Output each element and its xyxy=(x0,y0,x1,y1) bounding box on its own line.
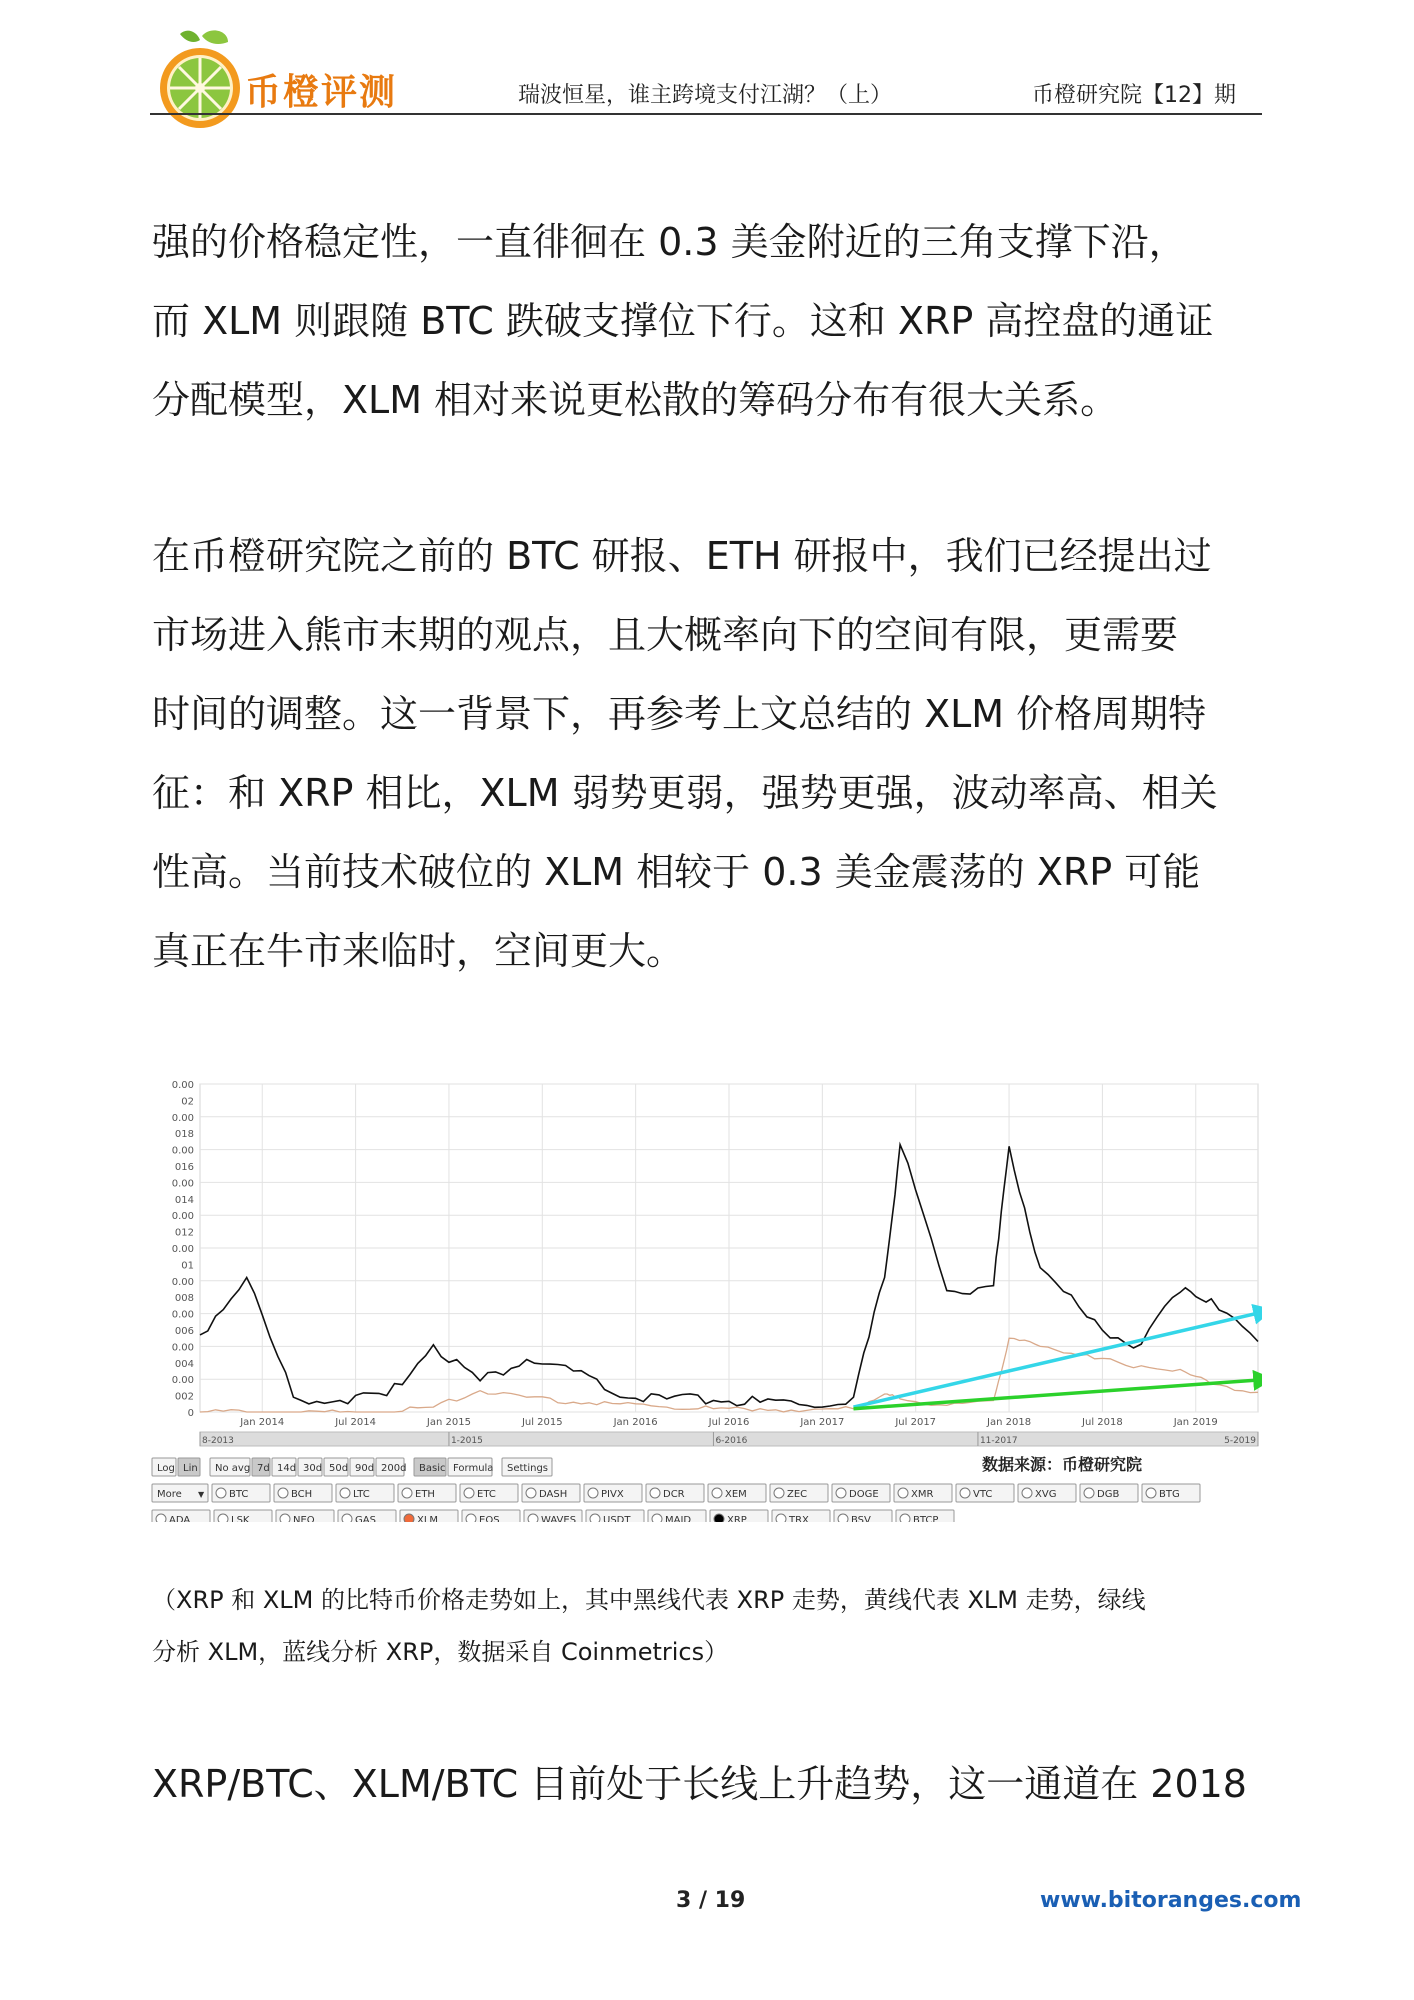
text-line: 征：和 XRP 相比，XLM 弱势更弱，强势更强，波动率高、相关 xyxy=(152,771,1218,815)
button-label: Formula xyxy=(453,1463,494,1474)
radio-icon xyxy=(156,1514,166,1522)
radio-icon xyxy=(1084,1488,1094,1498)
control-button[interactable] xyxy=(272,1458,296,1476)
page-number: 3 / 19 xyxy=(676,1888,746,1913)
control-button[interactable] xyxy=(522,1484,580,1502)
x-tick-label: Jan 2015 xyxy=(426,1417,471,1428)
range-label: 1-2015 xyxy=(450,1436,483,1446)
control-button[interactable] xyxy=(376,1458,406,1476)
control-button[interactable] xyxy=(152,1458,176,1476)
radio-icon xyxy=(1146,1488,1156,1498)
control-button[interactable] xyxy=(584,1484,642,1502)
button-label: NEO xyxy=(293,1515,315,1522)
y-tick-label: 02 xyxy=(181,1096,194,1108)
y-tick-label: 0.00 xyxy=(171,1080,194,1091)
radio-icon xyxy=(466,1514,476,1522)
y-tick-label: 01 xyxy=(181,1260,194,1272)
button-label: MAID xyxy=(665,1515,692,1522)
text-line: 强的价格稳定性，一直徘徊在 0.3 美金附近的三角支撑下沿， xyxy=(152,220,1187,264)
control-button[interactable] xyxy=(646,1484,704,1502)
control-button[interactable] xyxy=(896,1510,954,1522)
control-button[interactable] xyxy=(324,1458,348,1476)
y-tick-label: 0.00 xyxy=(171,1112,194,1124)
button-label: PIVX xyxy=(601,1489,624,1500)
control-button[interactable] xyxy=(212,1484,270,1502)
radio-icon xyxy=(838,1514,848,1522)
y-tick-label: 0.00 xyxy=(171,1211,194,1223)
radio-icon xyxy=(218,1514,228,1522)
text-line: 而 XLM 则跟随 BTC 跌破支撑位下行。这和 XRP 高控盘的通证 xyxy=(152,299,1214,343)
range-label: 6-2016 xyxy=(715,1436,748,1446)
button-label: GAS xyxy=(355,1515,376,1522)
control-button[interactable] xyxy=(152,1484,208,1502)
control-button[interactable] xyxy=(708,1484,766,1502)
button-label: DGB xyxy=(1097,1489,1120,1500)
radio-icon xyxy=(650,1488,660,1498)
radio-icon xyxy=(774,1488,784,1498)
button-label: XRP xyxy=(727,1515,747,1522)
button-label: LSK xyxy=(231,1515,250,1522)
control-button[interactable] xyxy=(648,1510,706,1522)
button-label: DASH xyxy=(539,1489,568,1500)
button-label: XEM xyxy=(725,1489,747,1500)
control-button[interactable] xyxy=(832,1484,890,1502)
radio-icon xyxy=(526,1488,536,1498)
website-link[interactable]: www.bitoranges.com xyxy=(1040,1888,1302,1913)
button-label: Log xyxy=(157,1463,175,1474)
radio-icon xyxy=(652,1514,662,1522)
radio-icon xyxy=(960,1488,970,1498)
radio-icon xyxy=(404,1514,414,1522)
x-tick-label: Jul 2015 xyxy=(521,1417,563,1428)
range-selector[interactable] xyxy=(200,1432,1258,1446)
control-button[interactable] xyxy=(770,1484,828,1502)
button-label: VTC xyxy=(973,1489,993,1500)
y-tick-label: 0.00 xyxy=(171,1178,194,1190)
y-tick-label: 006 xyxy=(174,1326,194,1337)
x-tick-label: Jul 2014 xyxy=(335,1417,376,1428)
radio-icon xyxy=(216,1488,226,1498)
button-label: BSV xyxy=(851,1515,871,1522)
button-label: Settings xyxy=(507,1463,549,1474)
x-tick-label: Jan 2016 xyxy=(613,1417,658,1428)
button-label: ETC xyxy=(477,1489,496,1500)
x-axis-ticks xyxy=(239,1417,1218,1428)
radio-icon xyxy=(836,1488,846,1498)
button-label: XLM xyxy=(417,1515,439,1522)
button-label: XMR xyxy=(911,1489,934,1500)
control-button[interactable] xyxy=(298,1458,322,1476)
x-tick-label: Jan 2014 xyxy=(240,1417,285,1428)
control-button[interactable] xyxy=(152,1510,210,1522)
caption-line: 分析 XLM，蓝线分析 XRP，数据采自 Coinmetrics） xyxy=(152,1638,729,1666)
radio-icon xyxy=(712,1488,722,1498)
control-button[interactable] xyxy=(448,1458,493,1476)
header-divider xyxy=(150,113,1262,115)
y-tick-label: 0.00 xyxy=(171,1244,194,1255)
radio-icon xyxy=(588,1488,598,1498)
radio-icon xyxy=(342,1514,352,1522)
radio-icon xyxy=(464,1488,474,1498)
radio-icon xyxy=(776,1514,786,1522)
y-tick-label: 012 xyxy=(174,1227,194,1239)
text-line: 性高。当前技术破位的 XLM 相较于 0.3 美金震荡的 XRP 可能 xyxy=(152,850,1201,894)
button-label: 7d xyxy=(257,1463,270,1474)
control-button[interactable] xyxy=(400,1510,458,1522)
y-tick-label: 0.00 xyxy=(171,1276,194,1288)
radio-icon xyxy=(278,1488,288,1498)
button-label: More xyxy=(157,1489,182,1500)
button-label: ADA xyxy=(169,1515,191,1522)
button-label: 30d xyxy=(303,1463,323,1474)
button-label: 90d xyxy=(355,1463,375,1474)
button-label: 50d xyxy=(329,1463,349,1474)
button-label: LTC xyxy=(353,1489,370,1500)
chart-caption xyxy=(152,1574,1262,1678)
button-label: 14d xyxy=(277,1463,297,1474)
control-button[interactable] xyxy=(524,1510,582,1522)
button-label: XVG xyxy=(1035,1489,1057,1500)
x-tick-label: Jan 2018 xyxy=(987,1417,1032,1428)
text-line: 分配模型，XLM 相对来说更松散的筹码分布有很大关系。 xyxy=(152,378,1119,422)
data-source-label: 数据来源：币橙研究院 xyxy=(981,1455,1143,1474)
y-tick-label: 018 xyxy=(174,1129,194,1141)
range-label: 5-2019 xyxy=(1224,1436,1256,1446)
issue-number: 币橙研究院【12】期 xyxy=(1032,83,1236,108)
paragraph-1 xyxy=(152,203,1262,440)
button-label: BCH xyxy=(291,1489,313,1500)
chevron-down-icon: ▼ xyxy=(198,1490,205,1499)
button-label: WAVES xyxy=(541,1515,577,1522)
document-title: 瑞波恒星，谁主跨境支付江湖？（上） xyxy=(518,83,893,108)
y-tick-label: 0 xyxy=(187,1408,194,1419)
x-tick-label: Jan 2017 xyxy=(800,1417,845,1428)
button-label: TRX xyxy=(789,1515,809,1522)
radio-icon xyxy=(402,1488,412,1498)
price-chart xyxy=(150,1072,1262,1522)
x-tick-label: Jul 2018 xyxy=(1082,1417,1123,1428)
button-label: ETH xyxy=(415,1489,435,1500)
control-button[interactable] xyxy=(338,1510,396,1522)
control-button[interactable] xyxy=(894,1484,952,1502)
button-label: BTC xyxy=(229,1489,249,1500)
button-label: DCR xyxy=(663,1489,685,1500)
button-label: USDT xyxy=(603,1515,631,1522)
control-button[interactable] xyxy=(350,1458,374,1476)
button-label: ZEC xyxy=(787,1489,808,1500)
chart-grid xyxy=(200,1084,1258,1412)
paragraph-3 xyxy=(152,1745,1262,1824)
button-label: No avg xyxy=(215,1463,251,1474)
y-tick-label: 014 xyxy=(174,1194,194,1206)
text-line: 时间的调整。这一背景下，再参考上文总结的 XLM 价格周期特 xyxy=(152,692,1207,736)
control-button[interactable] xyxy=(710,1510,768,1522)
y-tick-label: 0.00 xyxy=(171,1375,194,1387)
button-label: Lin xyxy=(183,1463,198,1474)
button-label: Basic xyxy=(419,1463,446,1474)
control-button[interactable] xyxy=(274,1484,332,1502)
y-tick-label: 0.00 xyxy=(171,1309,194,1321)
control-button[interactable] xyxy=(398,1484,456,1502)
button-label: BTCP xyxy=(913,1515,939,1522)
control-button[interactable] xyxy=(1142,1484,1200,1502)
radio-icon xyxy=(528,1514,538,1522)
text-line: 市场进入熊市末期的观点，且大概率向下的空间有限，更需要 xyxy=(152,613,1179,657)
control-button[interactable] xyxy=(834,1510,892,1522)
button-label: BTG xyxy=(1159,1489,1180,1500)
control-button[interactable] xyxy=(178,1458,200,1476)
radio-icon xyxy=(900,1514,910,1522)
y-tick-label: 0.00 xyxy=(171,1145,194,1157)
y-tick-label: 008 xyxy=(174,1293,194,1305)
control-button[interactable] xyxy=(502,1458,552,1476)
paragraph-2 xyxy=(152,517,1262,991)
radio-icon xyxy=(1022,1488,1032,1498)
button-label: EOS xyxy=(479,1515,500,1522)
radio-icon xyxy=(714,1514,724,1522)
button-label: 200d xyxy=(381,1463,407,1474)
button-label: DOGE xyxy=(849,1489,879,1500)
x-tick-label: Jul 2016 xyxy=(708,1417,750,1428)
control-button[interactable] xyxy=(276,1510,334,1522)
control-button[interactable] xyxy=(586,1510,644,1522)
control-button[interactable] xyxy=(460,1484,518,1502)
control-button[interactable] xyxy=(772,1510,830,1522)
radio-icon xyxy=(590,1514,600,1522)
control-button[interactable] xyxy=(252,1458,270,1476)
radio-icon xyxy=(340,1488,350,1498)
control-button[interactable] xyxy=(956,1484,1014,1502)
y-tick-label: 0.00 xyxy=(171,1342,194,1354)
y-tick-label: 004 xyxy=(174,1358,194,1370)
range-label: 8-2013 xyxy=(202,1436,234,1446)
brand-name: 币橙评测 xyxy=(245,72,398,113)
text-line: 真正在牛市来临时，空间更大。 xyxy=(152,929,685,973)
y-tick-label: 002 xyxy=(174,1391,194,1403)
text-line: XRP/BTC、XLM/BTC 目前处于长线上升趋势，这一通道在 2018 xyxy=(152,1762,1247,1806)
text-line: 在币橙研究院之前的 BTC 研报、ETH 研报中，我们已经提出过 xyxy=(152,534,1212,578)
x-tick-label: Jan 2019 xyxy=(1173,1417,1218,1428)
caption-line: （XRP 和 XLM 的比特币价格走势如上，其中黑线代表 XRP 走势，黄线代表 XLM 走势，绿线 xyxy=(152,1586,1146,1614)
control-button[interactable] xyxy=(414,1458,446,1476)
radio-icon xyxy=(898,1488,908,1498)
control-button[interactable] xyxy=(210,1458,250,1476)
x-tick-label: Jul 2017 xyxy=(895,1417,937,1428)
y-tick-label: 016 xyxy=(174,1162,194,1173)
control-button[interactable] xyxy=(336,1484,394,1502)
radio-icon xyxy=(280,1514,290,1522)
control-button[interactable] xyxy=(214,1510,272,1522)
control-button[interactable] xyxy=(1018,1484,1076,1502)
range-label: 11-2017 xyxy=(979,1436,1018,1446)
control-button[interactable] xyxy=(1080,1484,1138,1502)
y-axis-ticks xyxy=(172,1080,194,1419)
control-button[interactable] xyxy=(462,1510,520,1522)
